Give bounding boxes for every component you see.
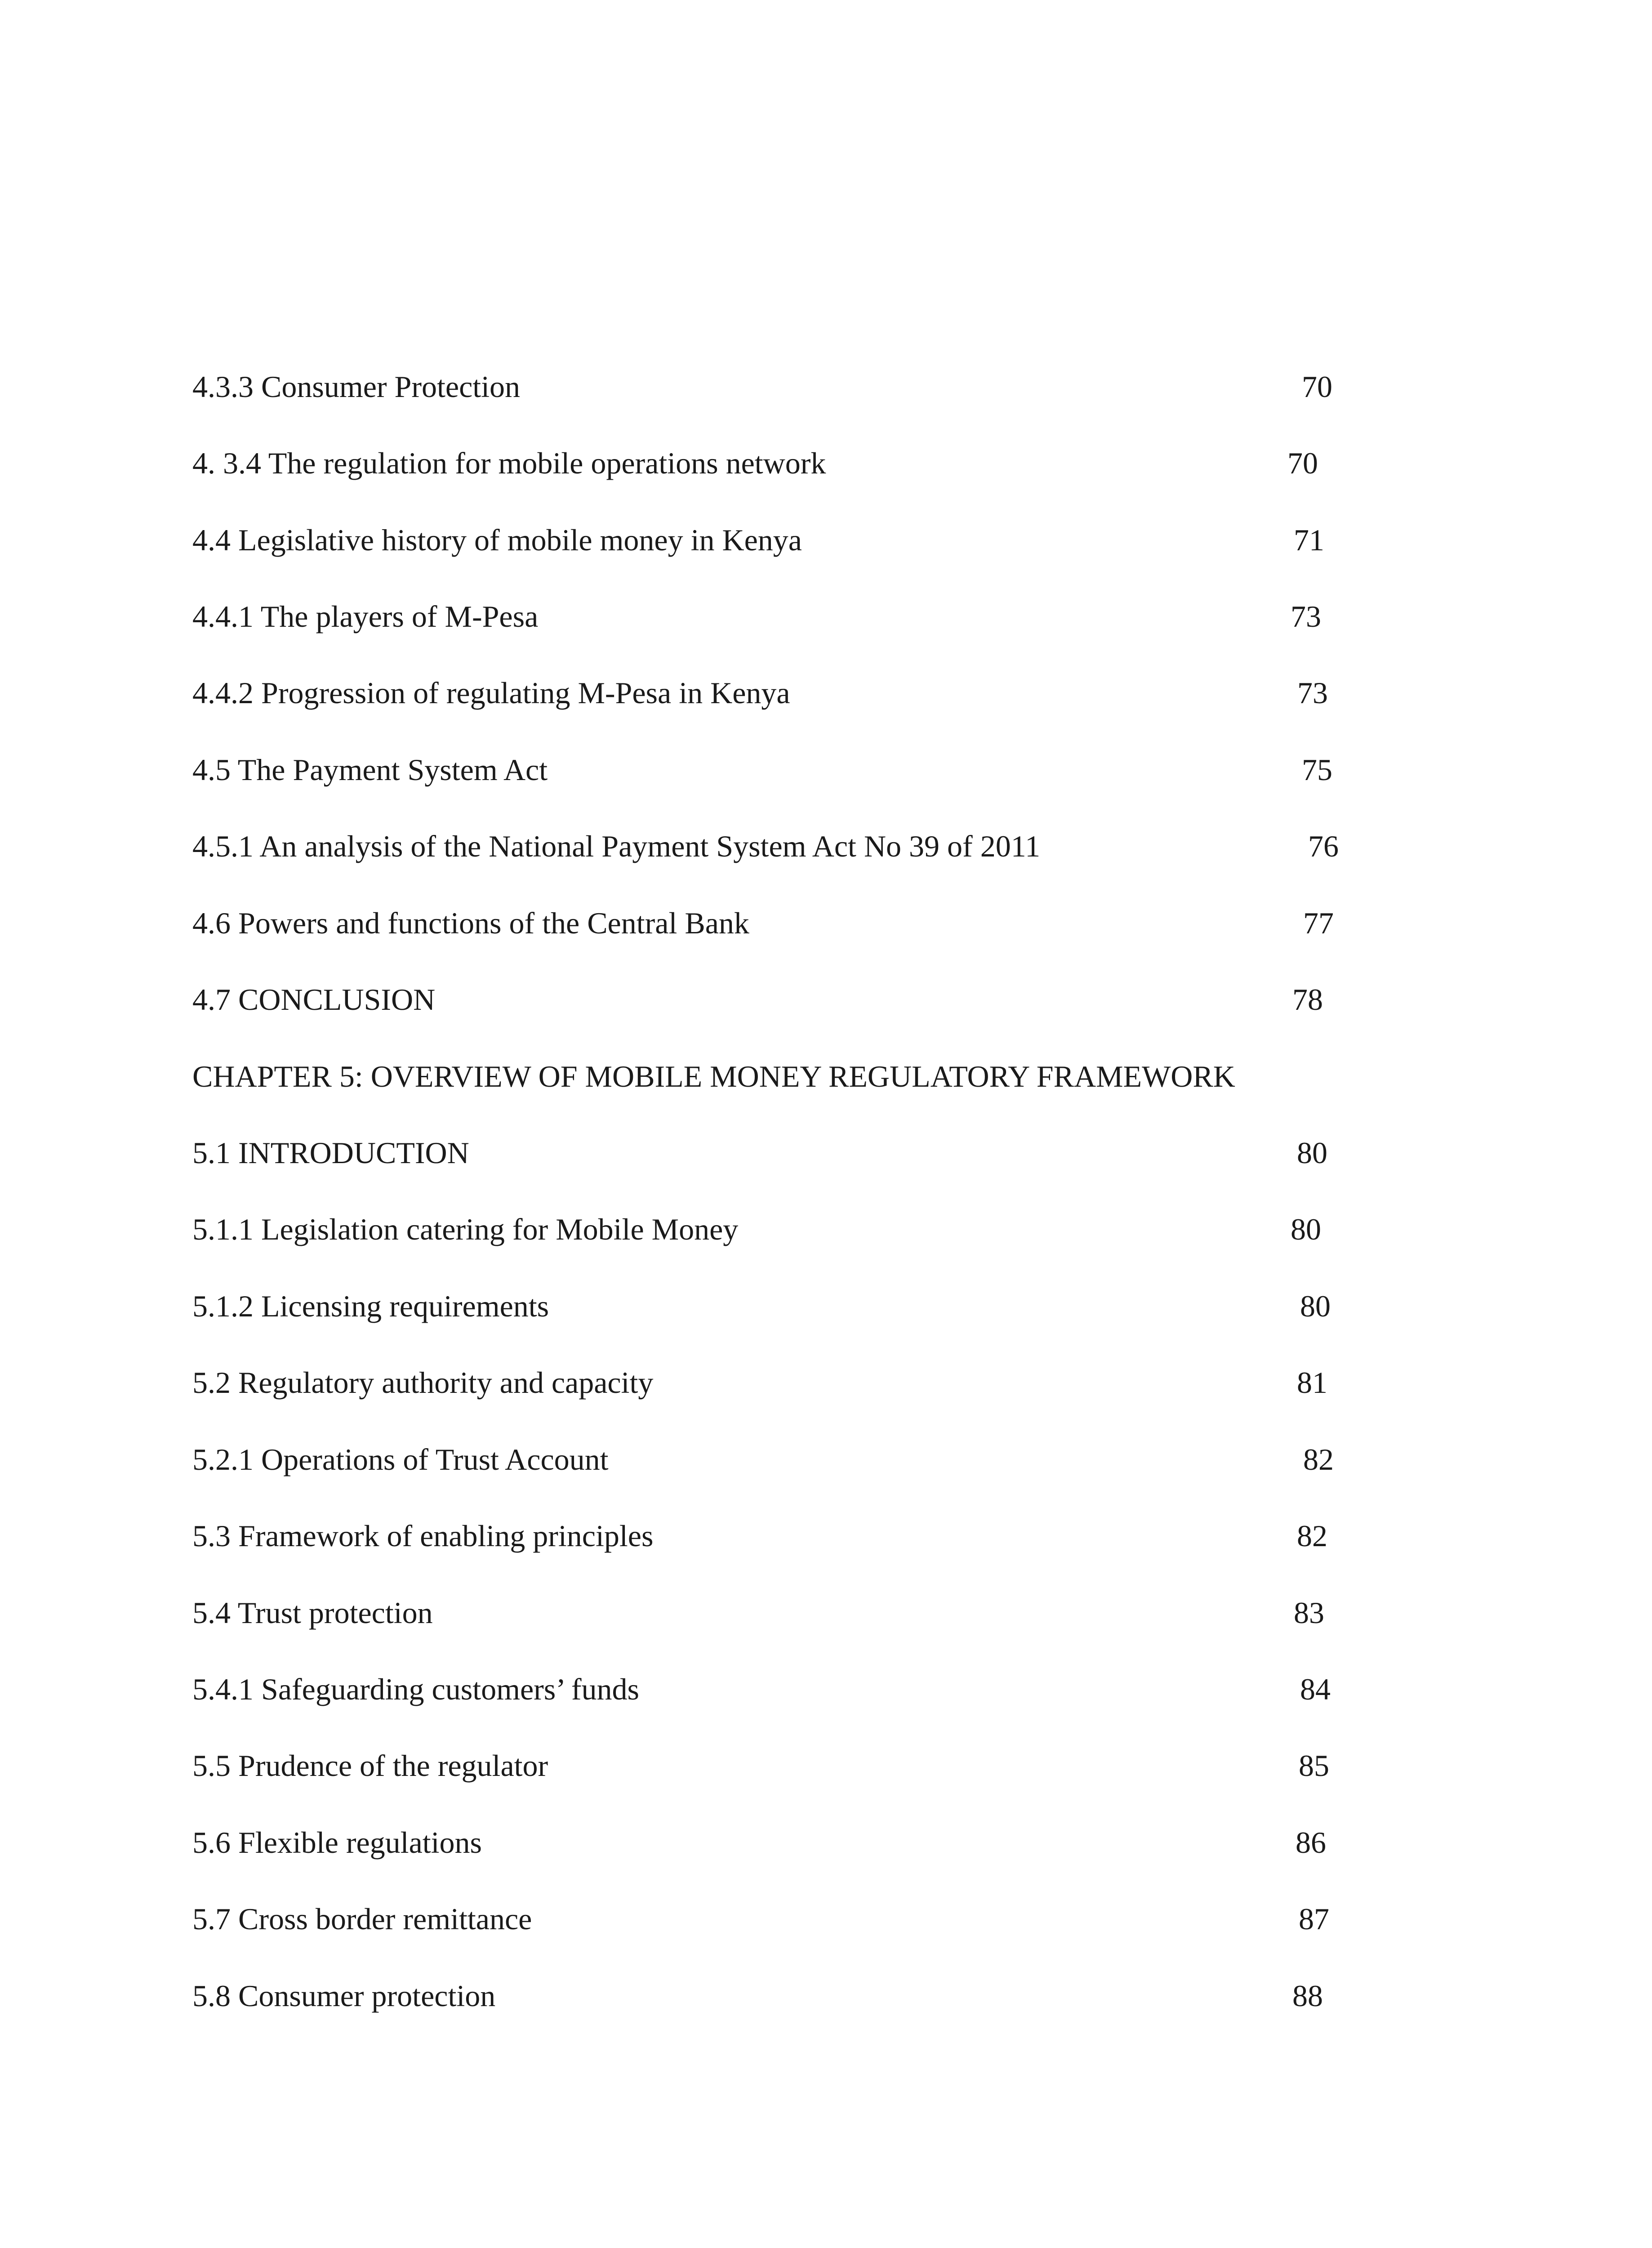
toc-entry-page: 80 xyxy=(1300,1289,1331,1323)
toc-entry xyxy=(0,1360,1652,1405)
toc-entry xyxy=(0,364,1652,409)
toc-entry-page: 75 xyxy=(1302,753,1332,787)
toc-entry-title: 4.3.3 Consumer Protection xyxy=(192,370,521,404)
toc-entry xyxy=(0,1130,1652,1175)
toc-entry xyxy=(0,1896,1652,1941)
toc-entry xyxy=(0,1667,1652,1712)
toc-entry xyxy=(0,901,1652,946)
toc-entry-page: 85 xyxy=(1299,1748,1329,1783)
toc-entry xyxy=(0,1590,1652,1635)
toc-entry xyxy=(0,1207,1652,1252)
toc-entry-title: 5.1.1 Legislation catering for Mobile Money xyxy=(192,1212,739,1246)
toc-entry-title: 4.4.1 The players of M-Pesa xyxy=(192,599,539,633)
toc-entry-title: CHAPTER 5: OVERVIEW OF MOBILE MONEY REGULATORY FRAMEWORK xyxy=(192,1059,1235,1093)
toc-entry-page: 80 xyxy=(1291,1212,1321,1246)
toc-entry xyxy=(0,1973,1652,2018)
toc-entry-page: 82 xyxy=(1297,1519,1327,1553)
toc-entry-title: 5.5 Prudence of the regulator xyxy=(192,1748,548,1783)
toc-entry-page: 71 xyxy=(1294,523,1324,557)
toc-entry-page: 82 xyxy=(1303,1442,1334,1476)
toc-entry-title: 5.4.1 Safeguarding customers’ funds xyxy=(192,1672,639,1706)
toc-chapter-heading xyxy=(0,1054,1652,1099)
toc-entry-title: 5.2.1 Operations of Trust Account xyxy=(192,1442,609,1476)
toc-entry-page: 81 xyxy=(1297,1365,1327,1400)
toc-entry-title: 5.8 Consumer protection xyxy=(192,1979,496,2013)
toc-entry-title: 5.6 Flexible regulations xyxy=(192,1825,482,1860)
toc-entry-title: 4.7 CONCLUSION xyxy=(192,982,436,1017)
toc-entry-title: 4.4.2 Progression of regulating M-Pesa in Kenya xyxy=(192,676,790,710)
toc-entry xyxy=(0,977,1652,1022)
toc-entry xyxy=(0,1437,1652,1482)
toc-entry-page: 78 xyxy=(1292,982,1323,1017)
toc-entry-page: 70 xyxy=(1287,446,1318,480)
toc-entry-page: 84 xyxy=(1300,1672,1331,1706)
toc-entry-title: 5.1.2 Licensing requirements xyxy=(192,1289,549,1323)
toc-entry xyxy=(0,1743,1652,1788)
toc-entry-title: 5.7 Cross border remittance xyxy=(192,1902,532,1936)
toc-entry xyxy=(0,824,1652,869)
toc-entry-title: 5.1 INTRODUCTION xyxy=(192,1136,469,1170)
toc-entry-page: 86 xyxy=(1296,1825,1326,1860)
toc-entry xyxy=(0,594,1652,639)
toc-entry xyxy=(0,441,1652,486)
toc-entry-page: 80 xyxy=(1297,1136,1327,1170)
toc-entry xyxy=(0,670,1652,715)
toc-entry-page: 77 xyxy=(1303,906,1334,940)
toc-entry xyxy=(0,1820,1652,1865)
toc-entry xyxy=(0,517,1652,562)
toc-entry-title: 5.4 Trust protection xyxy=(192,1596,433,1630)
toc-entry xyxy=(0,1513,1652,1558)
toc-entry-title: 5.3 Framework of enabling principles xyxy=(192,1519,654,1553)
toc-entry-page: 76 xyxy=(1308,829,1339,863)
toc-entry-title: 4.6 Powers and functions of the Central Bank xyxy=(192,906,749,940)
toc-entry-title: 4. 3.4 The regulation for mobile operations network xyxy=(192,446,826,480)
toc-entry-title: 4.5.1 An analysis of the National Payment System Act No 39 of 2011 xyxy=(192,829,1041,863)
toc-entry-page: 70 xyxy=(1302,370,1332,404)
toc-entry xyxy=(0,1284,1652,1329)
toc-entry-page: 73 xyxy=(1297,676,1328,710)
toc-entry-title: 4.4 Legislative history of mobile money in Kenya xyxy=(192,523,802,557)
toc-entry-page: 73 xyxy=(1291,599,1321,633)
toc-entry-page: 83 xyxy=(1294,1596,1324,1630)
toc-entry xyxy=(0,747,1652,792)
toc-entry-page: 88 xyxy=(1292,1979,1323,2013)
toc-entry-title: 5.2 Regulatory authority and capacity xyxy=(192,1365,654,1400)
toc-entry-page: 87 xyxy=(1299,1902,1329,1936)
toc-entry-title: 4.5 The Payment System Act xyxy=(192,753,548,787)
